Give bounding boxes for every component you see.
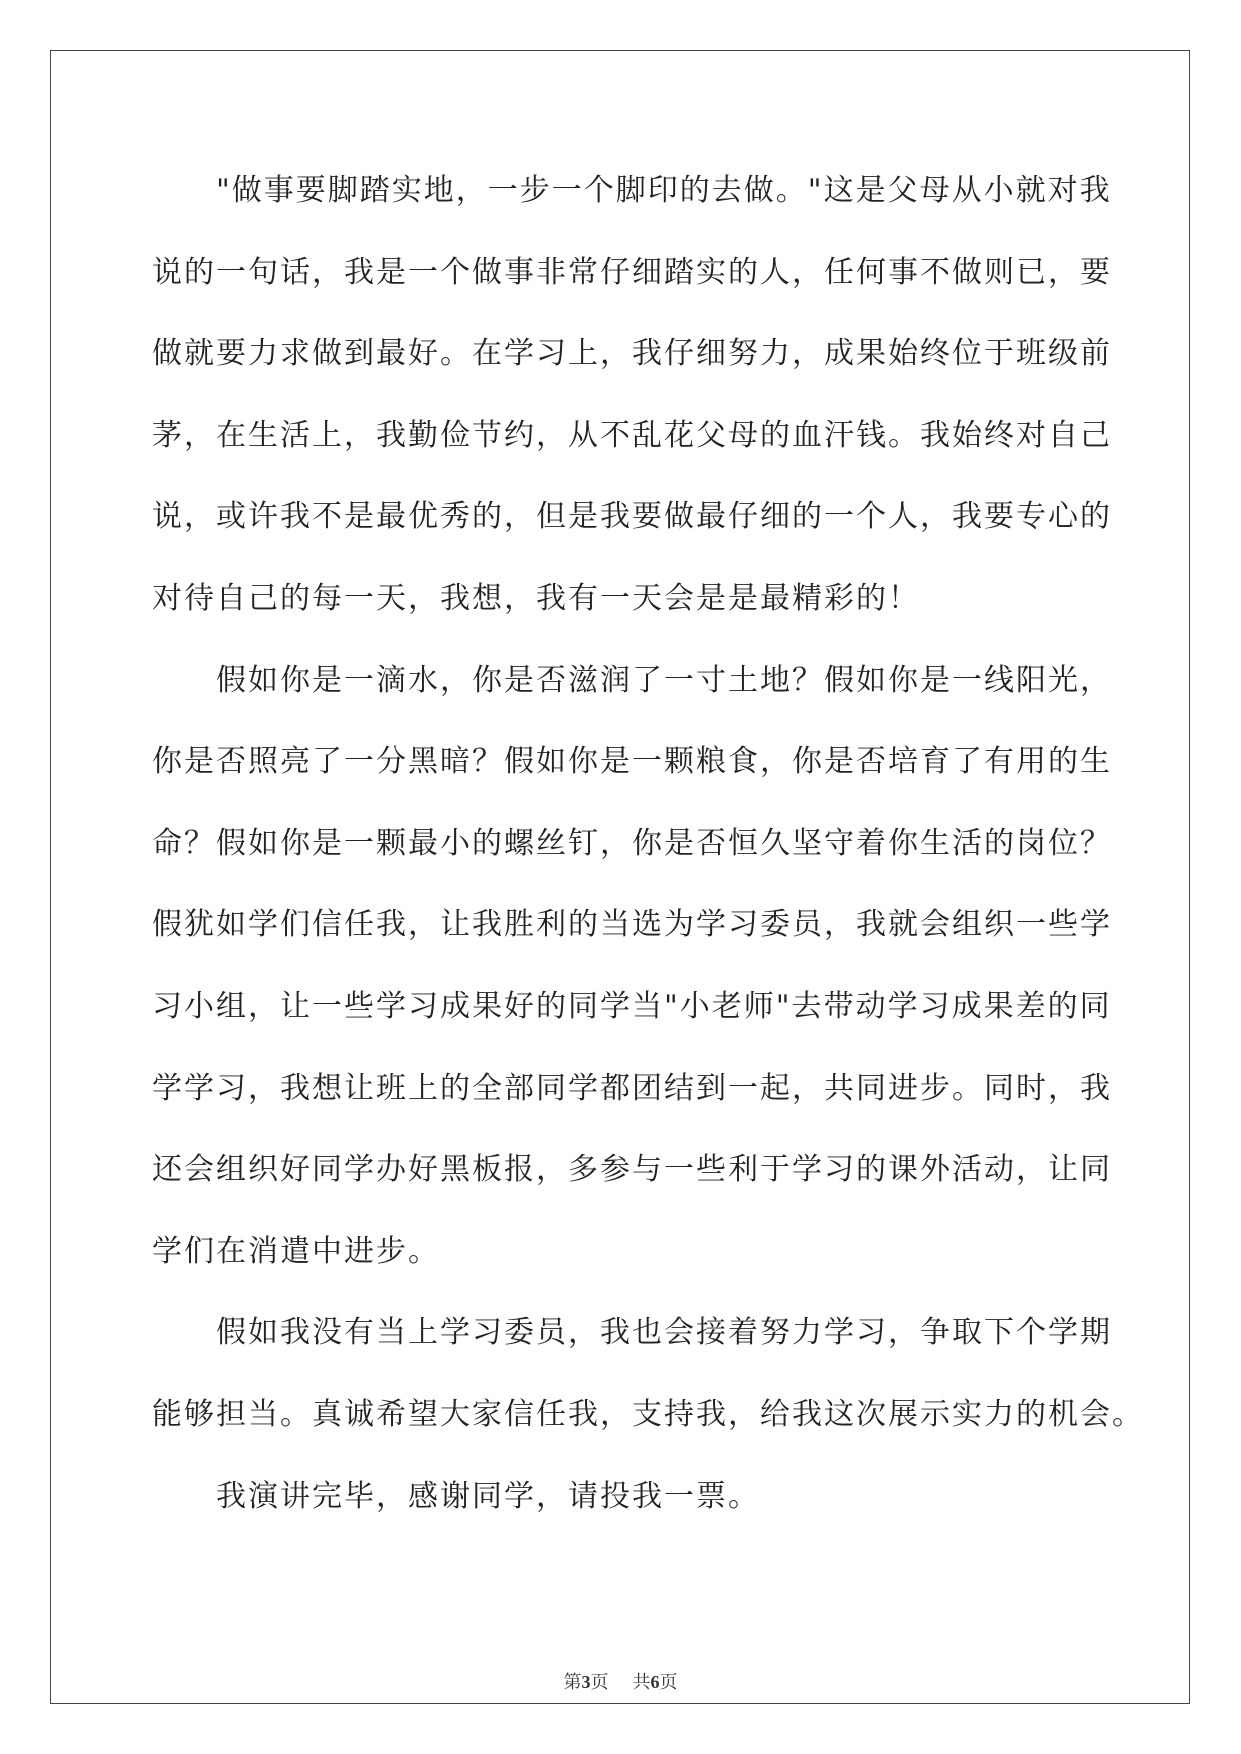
text-line: 命？假如你是一颗最小的螺丝钉，你是否恒久坚守着你生活的岗位？ <box>152 825 1112 861</box>
text-line: 习小组，让一些学习成果好的同学当"小老师"去带动学习成果差的同 <box>152 988 1112 1024</box>
text-line: 还会组织好同学办好黑板报，多参与一些利于学习的课外活动，让同 <box>152 1152 1112 1188</box>
document-body <box>152 150 1144 1537</box>
text-line: 说，或许我不是最优秀的，但是我要做最仔细的一个人，我要专心的 <box>152 499 1112 535</box>
text-line: 学学习，我想让班上的全部同学都团结到一起，共同进步。同时，我 <box>152 1070 1112 1106</box>
text-line: 茅，在生活上，我勤俭节约，从不乱花父母的血汗钱。我始终对自己 <box>152 417 1112 453</box>
text-line: 你是否照亮了一分黑暗？假如你是一颗粮食，你是否培育了有用的生 <box>152 744 1112 780</box>
text-line: 说的一句话，我是一个做事非常仔细踏实的人，任何事不做则已，要 <box>152 254 1112 290</box>
text-line: 对待自己的每一天，我想，我有一天会是是最精彩的！ <box>152 580 920 616</box>
page-number-prefix: 第 <box>563 1672 582 1693</box>
page-total-prefix: 共 <box>632 1672 651 1693</box>
text-line: 我演讲完毕，感谢同学，请投我一票。 <box>216 1478 760 1514</box>
text-line: 能够担当。真诚希望大家信任我，支持我，给我这次展示实力的机会。 <box>152 1396 1144 1432</box>
page-number-suffix: 页 <box>590 1672 609 1693</box>
text-line: 学们在消遣中进步。 <box>152 1233 440 1269</box>
text-line: 假如我没有当上学习委员，我也会接着努力学习，争取下个学期 <box>216 1315 1112 1351</box>
page-footer <box>0 1668 1241 1694</box>
text-line: 假如你是一滴水，你是否滋润了一寸土地？假如你是一线阳光， <box>216 662 1112 698</box>
page-number-total: 6 <box>650 1672 660 1692</box>
text-line: 做就要力求做到最好。在学习上，我仔细努力，成果始终位于班级前 <box>152 336 1112 372</box>
page-number-current: 3 <box>581 1672 591 1692</box>
text-line: 假犹如学们信任我，让我胜利的当选为学习委员，我就会组织一些学 <box>152 907 1112 943</box>
text-line: "做事要脚踏实地，一步一个脚印的去做。"这是父母从小就对我 <box>216 173 1112 208</box>
page-total-suffix: 页 <box>659 1672 678 1693</box>
